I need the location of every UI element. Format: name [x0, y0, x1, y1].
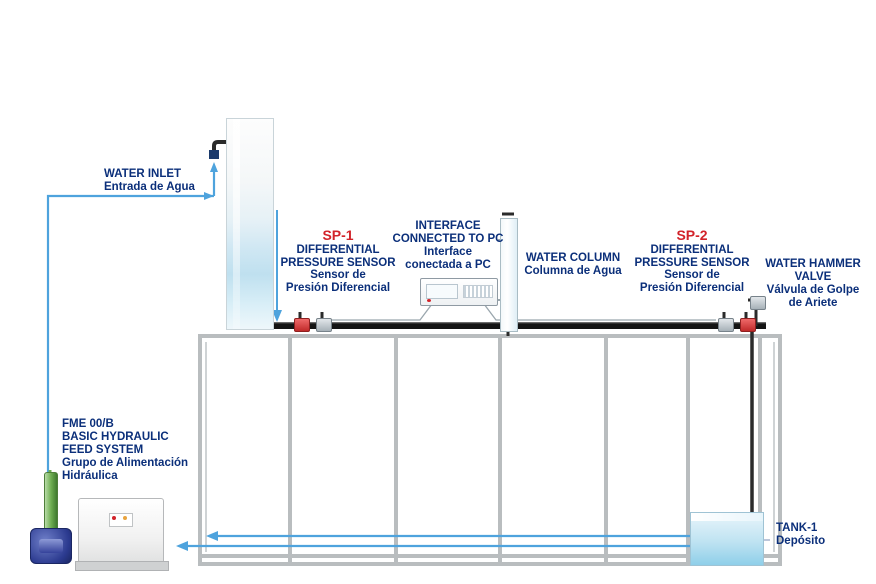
header-tower	[226, 118, 274, 330]
interface-unit[interactable]	[420, 278, 498, 306]
interface-power-led	[427, 299, 431, 302]
label-sp1-en1: DIFFERENTIAL	[296, 243, 380, 256]
interface-cables	[330, 304, 716, 320]
feed-system-cabinet	[78, 498, 164, 566]
interface-display	[426, 284, 458, 299]
label-sp1-en2: PRESSURE SENSOR	[280, 256, 396, 269]
label-water-inlet-en: WATER INLET	[104, 168, 182, 180]
interface-terminal-strip	[463, 285, 493, 298]
label-water-inlet	[104, 168, 234, 194]
label-sp1-code: SP-1	[322, 227, 354, 243]
valve-sp2-right[interactable]	[740, 318, 756, 332]
label-tank-en: TANK-1	[776, 522, 818, 534]
valve-sp2-left[interactable]	[718, 318, 734, 332]
tank-1	[690, 512, 764, 566]
return-arrow-1	[176, 541, 188, 551]
label-sp2-code: SP-2	[676, 227, 708, 243]
valve-sp1-left[interactable]	[294, 318, 310, 332]
label-interface-es2: conectada a PC	[405, 258, 491, 271]
label-fme-es2: Hidráulica	[62, 469, 118, 482]
label-interface-en1: INTERFACE	[415, 220, 481, 232]
label-hammer-es2: de Ariete	[788, 296, 838, 309]
label-sp2-en1: DIFFERENTIAL	[650, 243, 734, 256]
label-feed-system	[62, 418, 222, 482]
label-sp1-es2: Presión Diferencial	[285, 282, 391, 295]
label-water-column-en: WATER COLUMN	[525, 252, 621, 264]
feed-system-base	[75, 561, 169, 571]
label-fme-es1: Grupo de Alimentación	[62, 456, 189, 469]
label-water-inlet-es: Entrada de Agua	[104, 180, 195, 193]
label-fme-en1: BASIC HYDRAULIC	[62, 430, 169, 443]
label-sp2-en2: PRESSURE SENSOR	[634, 256, 750, 269]
power-led-icon	[112, 516, 116, 520]
feed-system-standpipe	[44, 472, 58, 536]
label-tank-1	[776, 522, 872, 548]
label-interface-en2: CONNECTED TO PC	[392, 232, 504, 245]
return-line	[182, 536, 700, 546]
label-tank-es: Depósito	[776, 534, 826, 547]
valve-sp1-right[interactable]	[316, 318, 332, 332]
label-sp1	[272, 228, 404, 295]
label-water-column	[514, 252, 632, 278]
inlet-nozzle	[209, 150, 219, 159]
label-hammer-en2: VALVE	[794, 270, 832, 283]
label-hammer-es1: Válvula de Golpe	[766, 283, 860, 296]
label-sp1-es1: Sensor de	[310, 269, 366, 282]
status-led-icon	[123, 516, 127, 520]
label-fme-en2: FEED SYSTEM	[62, 443, 144, 456]
label-water-column-es: Columna de Agua	[524, 264, 622, 277]
label-water-hammer-valve	[752, 258, 874, 310]
label-sp2-es1: Sensor de	[664, 269, 720, 282]
label-hammer-en1: WATER HAMMER	[765, 258, 861, 270]
return-arrow-2	[206, 531, 218, 541]
feed-system-pump-motor	[30, 528, 72, 564]
water-inlet-line	[48, 170, 214, 540]
label-sp2	[624, 228, 760, 295]
label-interface-es1: Interface	[424, 245, 472, 258]
label-fme-code: FME 00/B	[62, 418, 114, 430]
label-sp2-es2: Presión Diferencial	[639, 282, 745, 295]
label-interface	[386, 220, 510, 272]
